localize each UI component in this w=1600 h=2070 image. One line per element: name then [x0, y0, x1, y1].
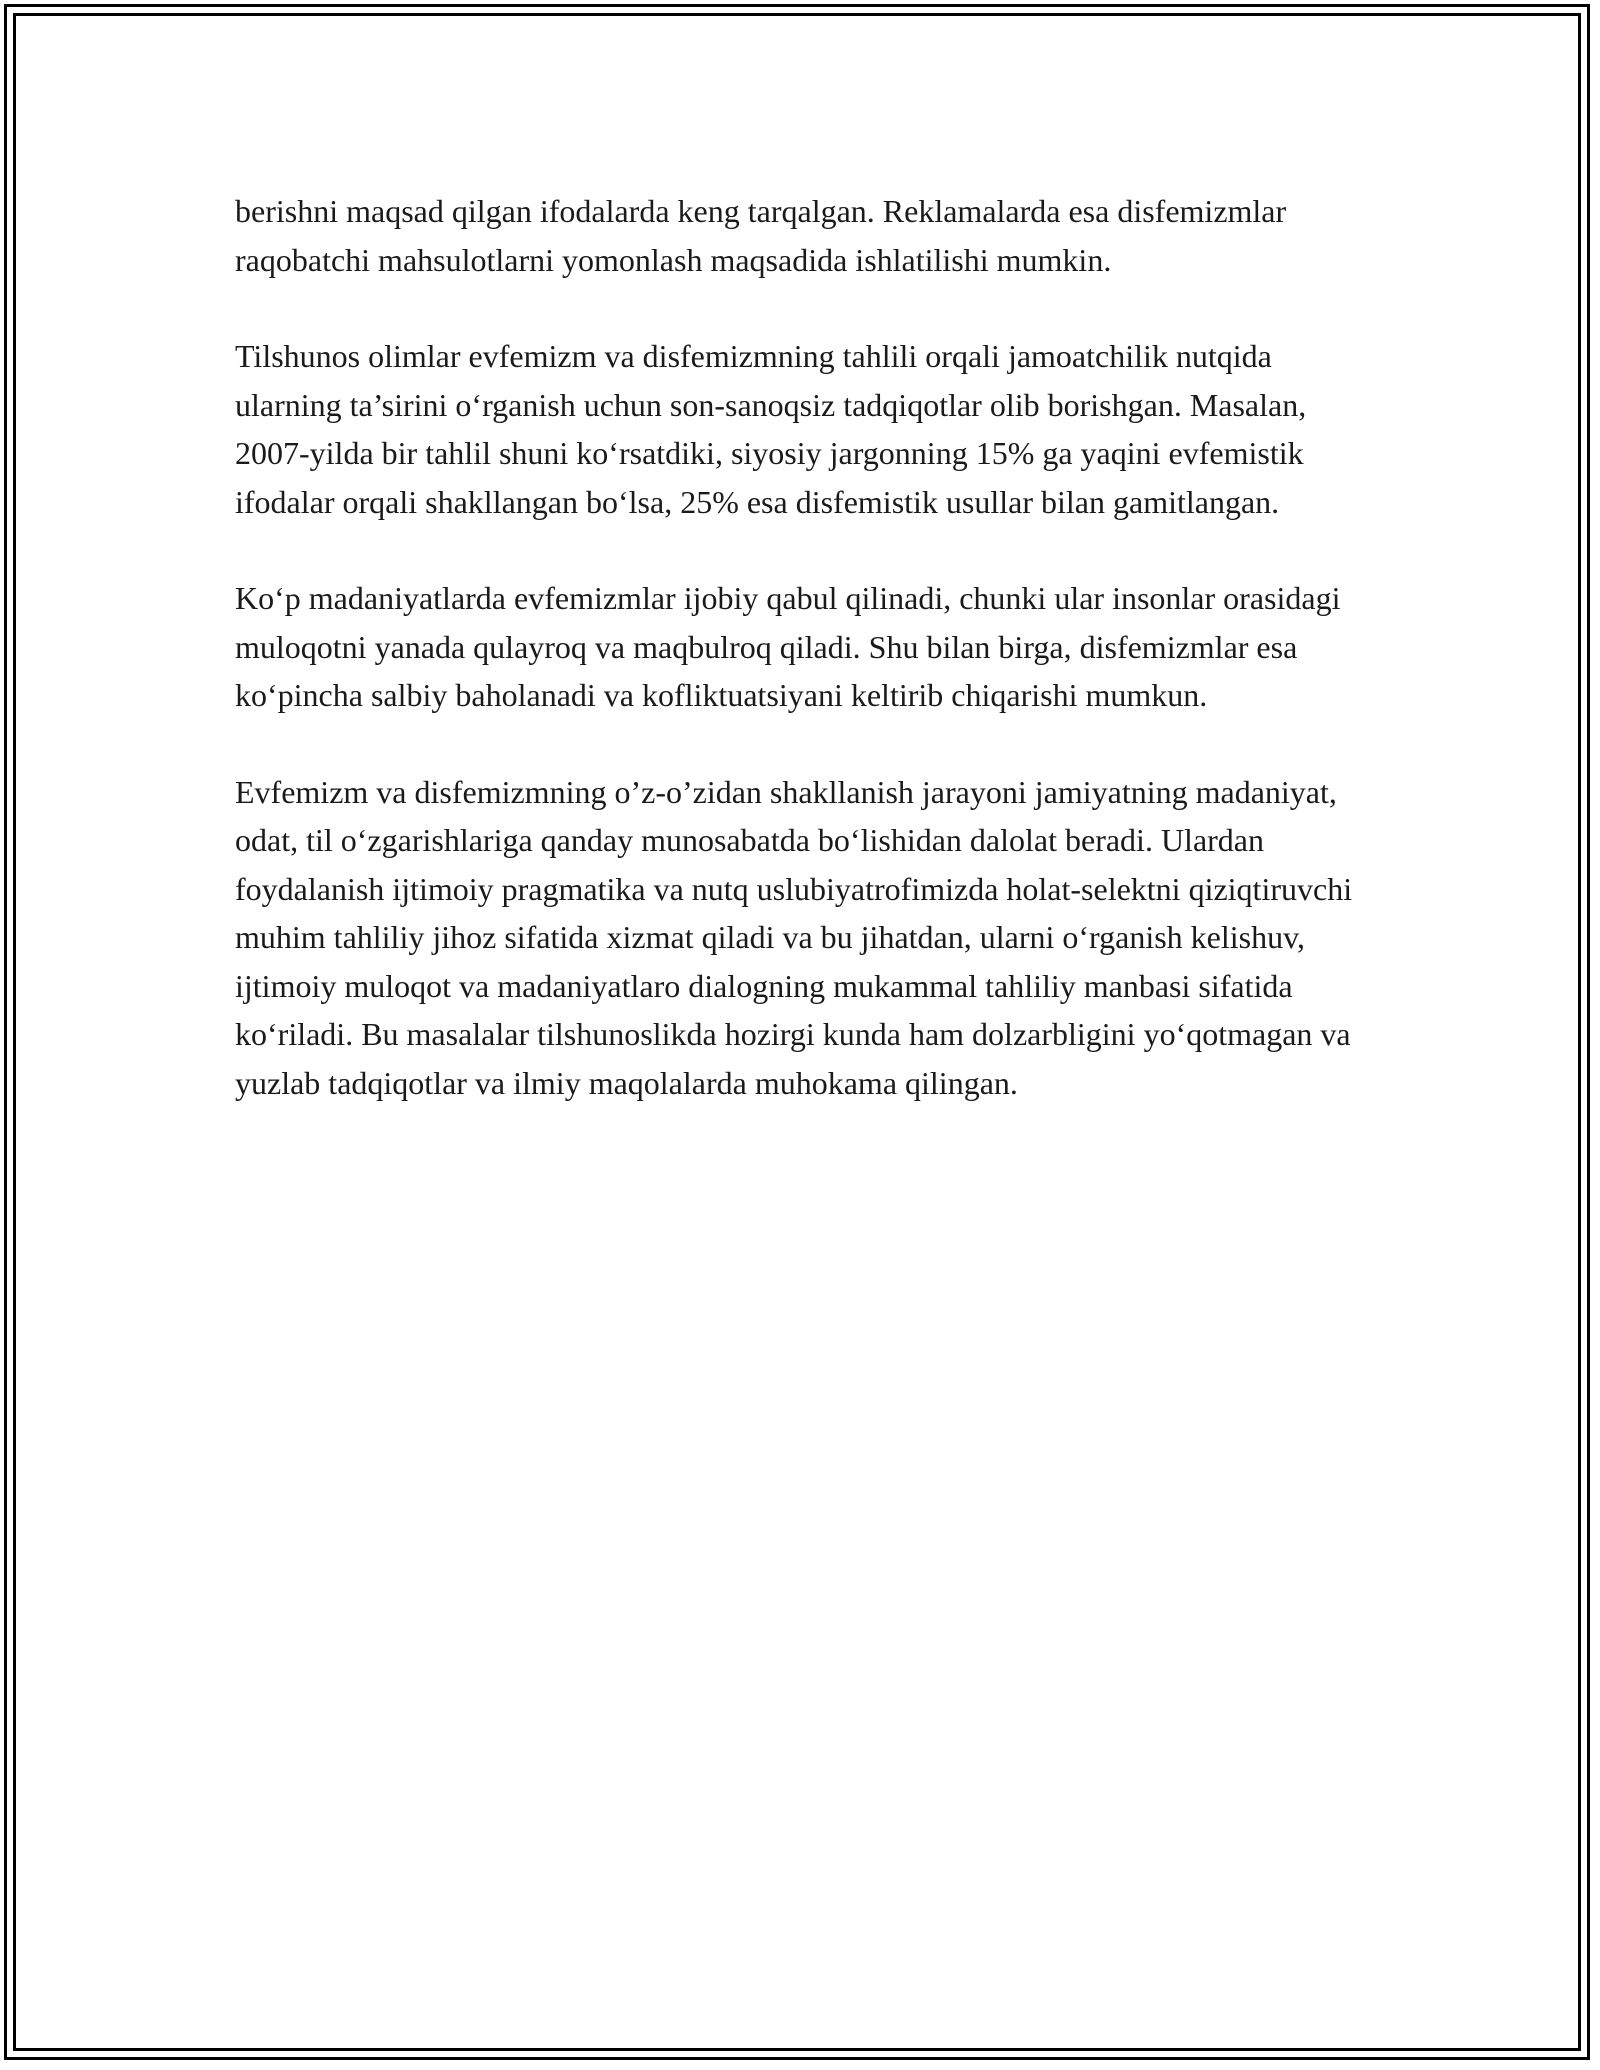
document-body [235, 187, 1375, 1155]
paragraph-2: Tilshunos olimlar evfemizm va disfemizmning tahlili orqali jamoatchilik nutqida ularning ta’sirini oʻrganish uchun son-sanoqsiz tadqiqotlar olib borishgan. Masalan, 2007-yilda bir tahlil shuni koʻrsatdiki, siyosiy jargonning 15% ga yaqini evfemistik ifodalar orqali shakllangan boʻlsa, 25% esa disfemistik usullar bilan gamitlangan. [235, 338, 1307, 520]
paragraph-4: Evfemizm va disfemizmning o’z-o’zidan shakllanish jarayoni jamiyatning madaniyat, odat, til oʻzgarishlariga qanday munosabatda boʻlishidan dalolat beradi. Ulardan foydalanish ijtimoiy pragmatika va nutq uslubiyatrofimizda holat-selektni qiziqtiruvchi muhim tahliliy jihoz sifatida xizmat qiladi va bu jihatdan, ularni oʻrganish kelishuv, ijtimoiy muloqot va madaniyatlaro dialogning mukammal tahliliy manbasi sifatida koʻriladi. Bu masalalar tilshunoslikda hozirgi kunda ham dolzarbligini yoʻqotmagan va yuzlab tadqiqotlar va ilmiy maqolalarda muhokama qilingan. [235, 773, 1353, 1101]
paragraph-1: berishni maqsad qilgan ifodalarda keng tarqalgan. Reklamalarda esa disfemizmlar raqobatchi mahsulotlarni yomonlash maqsadida ishlatilishi mumkin. [235, 193, 1287, 278]
paragraph-3: Koʻp madaniyatlarda evfemizmlar ijobiy qabul qilinadi, chunki ular insonlar orasidagi muloqotni yanada qulayroq va maqbulroq qiladi. Shu bilan birga, disfemizmlar esa koʻpincha salbiy baholanadi va kofliktuatsiyani keltirib chiqarishi mumkun. [235, 580, 1341, 713]
